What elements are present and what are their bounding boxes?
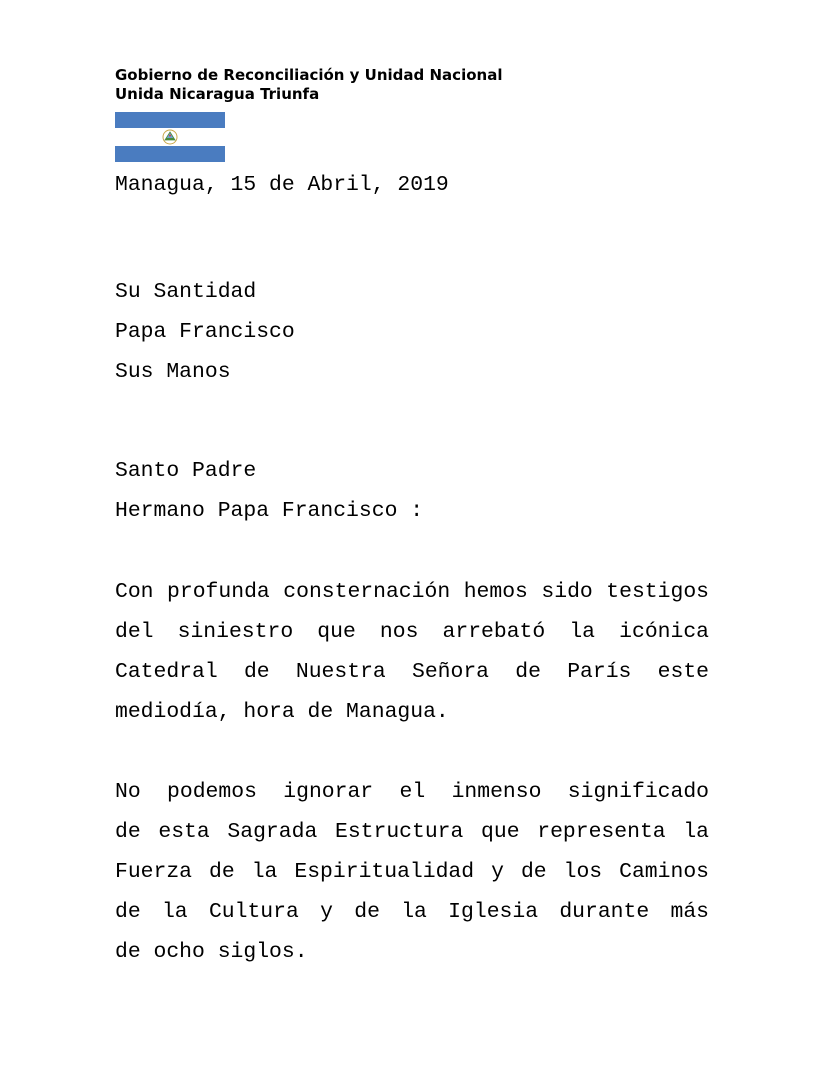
flag-bottom-blue-band <box>115 146 225 162</box>
letterhead-government-name: Gobierno de Reconciliación y Unidad Nacional <box>115 66 503 84</box>
nicaragua-flag-icon <box>115 112 225 162</box>
paragraph-2-line: No podemos ignorar el inmenso significado <box>115 780 709 804</box>
letterhead-slogan: Unida Nicaragua Triunfa <box>115 85 320 103</box>
paragraph-2-line: de la Cultura y de la Iglesia durante más <box>115 900 709 924</box>
paragraph-1 <box>115 572 709 732</box>
letterhead <box>115 66 502 104</box>
flag-top-blue-band <box>115 112 225 128</box>
coat-of-arms-icon <box>161 129 179 145</box>
salutation-line-2: Hermano Papa Francisco : <box>115 499 424 523</box>
paragraph-1-line: Con profunda consternación hemos sido testigos <box>115 580 709 604</box>
paragraph-1-line: Catedral de Nuestra Señora de París este <box>115 660 709 684</box>
paragraph-1-line: del siniestro que nos arrebató la icónica <box>115 620 709 644</box>
paragraph-2-line: Fuerza de la Espiritualidad y de los Caminos <box>115 860 709 884</box>
paragraph-1-line: mediodía, hora de Managua. <box>115 700 449 724</box>
salutation-line-1: Santo Padre <box>115 459 257 483</box>
recipient-line-3: Sus Manos <box>115 360 231 384</box>
recipient-line-1: Su Santidad <box>115 280 257 304</box>
paragraph-2 <box>115 772 709 972</box>
recipient-line-2: Papa Francisco <box>115 320 295 344</box>
paragraph-2-line: de esta Sagrada Estructura que representa la <box>115 820 709 844</box>
paragraph-2-line: de ocho siglos. <box>115 940 308 964</box>
date-line: Managua, 15 de Abril, 2019 <box>115 173 449 197</box>
